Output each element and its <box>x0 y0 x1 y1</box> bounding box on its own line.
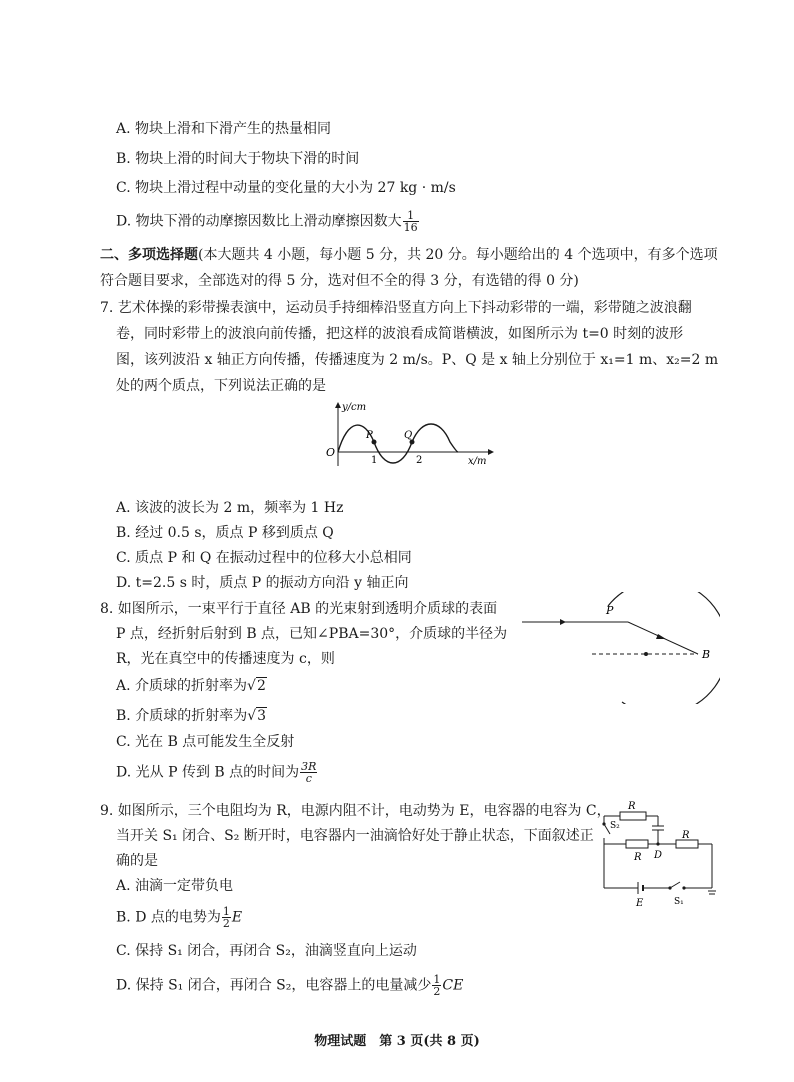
switch-node <box>602 822 605 825</box>
x-axis-label: x/m <box>468 456 487 467</box>
switch-node <box>668 886 671 889</box>
q6-option-d-text: D. 物块下滑的动摩擦因数比上滑动摩擦因数大 <box>116 213 402 230</box>
sphere-center <box>644 652 648 656</box>
q9-option-b-text: B. D 点的电势为 <box>116 909 221 926</box>
q9-stem-line1: 9. 如图所示，三个电阻均为 R，电源内阻不计，电动势为 E，电容器的电容为 C， <box>100 803 611 819</box>
resistor-top <box>620 812 646 820</box>
page-footer: 物理试题 第 3 页(共 8 页) <box>314 1034 480 1049</box>
q9-stem-line2: 当开关 S₁ 闭合、S₂ 断开时，电容器内一油滴恰好处于静止状态，下面叙述正 <box>116 828 594 844</box>
q6-option-b: B. 物块上滑的时间大于物块下滑的时间 <box>116 151 360 167</box>
fraction-numerator: 1 <box>433 973 441 986</box>
point-q-label: Q <box>404 430 413 441</box>
label-s2: S₂ <box>610 821 620 831</box>
q7-option-b: B. 经过 0.5 s，质点 P 移到质点 Q <box>116 525 334 541</box>
point-p-label: P <box>366 430 373 441</box>
q7-option-a: A. 该波的波长为 2 m，频率为 1 Hz <box>116 500 344 516</box>
switch-s1 <box>670 882 680 888</box>
resistor-mid <box>626 840 648 848</box>
q8-option-a: A. 介质球的折射率为√2 <box>116 678 266 694</box>
q8-option-d-text: D. 光从 P 传到 B 点的时间为 <box>116 764 300 781</box>
q9-option-a: A. 油滴一定带负电 <box>116 878 234 894</box>
label-r-top: R <box>628 801 636 812</box>
fraction-numerator: 1 <box>403 210 419 222</box>
fraction-numerator: 1 <box>222 905 230 918</box>
label-d: D <box>654 850 663 861</box>
fraction-denominator: c <box>305 772 312 785</box>
y-axis-label: y/cm <box>342 402 367 413</box>
incident-ray-arrow <box>560 619 566 625</box>
label-s1: S₁ <box>674 897 684 907</box>
x-axis-arrow <box>488 449 494 455</box>
q8-option-b: B. 介质球的折射率为√3 <box>116 708 267 724</box>
q9-option-d-fraction <box>432 974 441 997</box>
wave-curve <box>338 424 458 463</box>
q8-option-a-radicand: 2 <box>256 678 266 694</box>
q6-option-c: C. 物块上滑过程中动量的变化量的大小为 27 kg · m/s <box>116 180 456 196</box>
q6-option-d-fraction <box>403 210 419 233</box>
q8-option-b-text: B. 介质球的折射率为 <box>116 708 248 724</box>
section2-header <box>100 244 718 266</box>
q9-option-d-text: D. 保持 S₁ 闭合，再闭合 S₂，电容器上的电量减少 <box>116 977 432 994</box>
label-e: E <box>636 898 644 908</box>
q9-option-d <box>116 974 463 997</box>
point-p-label: P <box>606 604 614 617</box>
fraction-denominator: 2 <box>433 985 441 998</box>
q9-option-b-fraction <box>222 906 231 929</box>
switch-node <box>682 886 685 889</box>
q8-stem-line1: 8. 如图所示，一束平行于直径 AB 的光束射到透明介质球的表面 <box>100 601 498 617</box>
q8-option-b-radicand: 3 <box>257 708 267 724</box>
tick-label-2: 2 <box>416 455 423 466</box>
section2-title: 二、多项选择题 <box>100 247 198 263</box>
q8-option-c: C. 光在 B 点可能发生全反射 <box>116 734 295 750</box>
q7-option-d: D. t=2.5 s 时，质点 P 的振动方向沿 y 轴正向 <box>116 575 409 591</box>
q8-stem-line3: R，光在真空中的传播速度为 c，则 <box>116 651 335 667</box>
q8-option-d-fraction <box>300 761 317 784</box>
q9-stem-line3: 确的是 <box>116 853 158 869</box>
section2-desc: (本大题共 4 小题，每小题 5 分，共 20 分。每小题给出的 4 个选项中，有多个选项 <box>198 247 718 263</box>
q7-stem-line3: 图，该列波沿 x 轴正方向传播，传播速度为 2 m/s。P、Q 是 x 轴上分别位于 x₁=1 m、x₂=2 m <box>116 352 719 368</box>
q6-option-d <box>116 210 420 233</box>
q7-stem-line2: 卷，同时彩带上的波浪向前传播，把这样的波浪看成简谐横波，如图所示为 t=0 时刻的波形 <box>116 326 684 342</box>
refracted-ray-arrow <box>656 634 666 639</box>
sphere-figure <box>520 592 720 704</box>
q8-option-d <box>116 761 318 784</box>
section2-desc-line2: 符合题目要求，全部选对的得 5 分，选对但不全的得 3 分，有选错的得 0 分) <box>100 273 579 289</box>
q9-option-d-symbol: CE <box>442 977 464 994</box>
circuit-figure <box>596 798 722 908</box>
q6-option-a: A. 物块上滑和下滑产生的热量相同 <box>116 121 332 137</box>
resistor-right <box>676 840 698 848</box>
fraction-numerator: 3R <box>301 760 317 773</box>
origin-label: O <box>326 446 336 459</box>
label-r-right: R <box>682 830 690 841</box>
q8-stem-line2: P 点，经折射后射到 B 点，已知∠PBA=30°，介质球的半径为 <box>116 626 508 642</box>
q9-option-c: C. 保持 S₁ 闭合，再闭合 S₂，油滴竖直向上运动 <box>116 943 417 959</box>
y-axis-arrow <box>335 402 341 408</box>
wave-figure <box>318 400 498 470</box>
q7-option-c: C. 质点 P 和 Q 在振动过程中的位移大小总相同 <box>116 550 412 566</box>
fraction-denominator: 16 <box>403 221 418 234</box>
q9-option-b-symbol: E <box>231 909 243 926</box>
point-b-label: B <box>702 648 711 661</box>
node-d <box>656 842 659 845</box>
q7-stem-line4: 处的两个质点，下列说法正确的是 <box>116 378 326 394</box>
q9-option-b <box>116 906 242 929</box>
fraction-denominator: 2 <box>222 917 230 930</box>
q7-stem-line1: 7. 艺术体操的彩带操表演中，运动员手持细棒沿竖直方向上下抖动彩带的一端，彩带随之波浪翻 <box>100 300 692 316</box>
label-r-mid: R <box>634 852 642 863</box>
q8-option-a-text: A. 介质球的折射率为 <box>116 678 248 694</box>
tick-label-1: 1 <box>371 455 378 466</box>
